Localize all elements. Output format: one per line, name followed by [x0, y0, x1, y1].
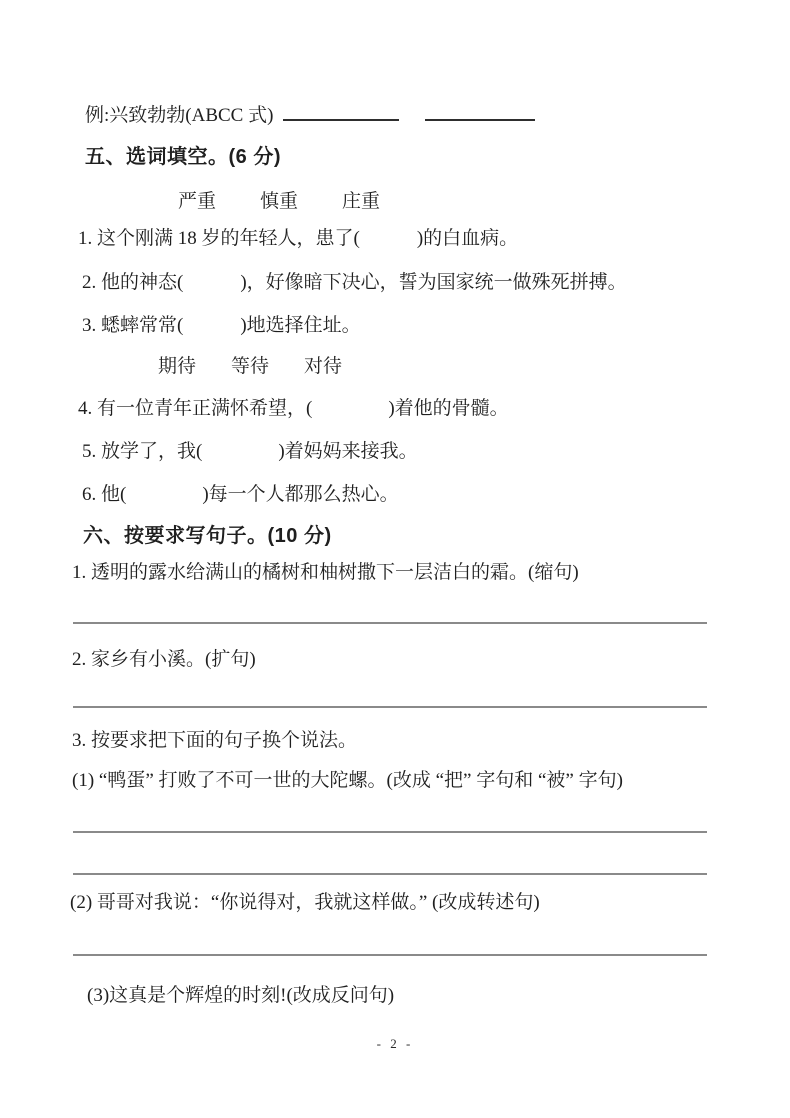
rewrite-question-1: 1. 透明的露水给满山的橘树和柚树撒下一层洁白的霜。(缩句) — [72, 562, 579, 583]
rewrite-question-3-2: (2) 哥哥对我说：“你说得对，我就这样做。” (改成转述句) — [70, 892, 540, 913]
question-item-5: 5. 放学了，我( )着妈妈来接我。 — [82, 441, 418, 462]
rewrite-question-3: 3. 按要求把下面的句子换个说法。 — [72, 730, 358, 751]
section-six-heading: 六、按要求写句子。(10 分) — [83, 525, 332, 547]
example-blank-1 — [283, 103, 399, 121]
answer-line-1 — [73, 622, 707, 624]
word-bank-2-word: 期待 — [158, 356, 197, 377]
rewrite-question-3-1: (1) “鸭蛋” 打败了不可一世的大陀螺。(改成 “把” 字句和 “被” 字句) — [72, 770, 623, 791]
question-item-4: 4. 有一位青年正满怀希望，( )着他的骨髓。 — [78, 398, 509, 419]
answer-line-4 — [73, 873, 707, 875]
rewrite-question-2: 2. 家乡有小溪。(扩句) — [72, 649, 256, 670]
question-item-1: 1. 这个刚满 18 岁的年轻人，患了( )的白血病。 — [78, 228, 519, 249]
page-number: - 2 - — [376, 1036, 414, 1051]
question-item-2: 2. 他的神态( )，好像暗下决心，誓为国家统一做殊死拼搏。 — [82, 272, 627, 293]
word-bank-2 — [158, 356, 342, 378]
word-bank-2-word: 等待 — [231, 356, 270, 377]
example-line — [85, 103, 535, 127]
example-blank-2 — [425, 103, 535, 121]
section-five-heading: 五、选词填空。(6 分) — [85, 146, 281, 168]
answer-line-3 — [73, 831, 707, 833]
word-bank-2-word: 对待 — [304, 356, 343, 377]
answer-line-2 — [73, 706, 707, 708]
word-bank-1-word: 慎重 — [260, 191, 299, 212]
example-label: 例:兴致勃勃(ABCC 式) — [85, 105, 274, 126]
rewrite-question-3-3: (3)这真是个辉煌的时刻!(改成反问句) — [87, 985, 395, 1006]
answer-line-5 — [73, 954, 707, 956]
question-item-6: 6. 他( )每一个人都那么热心。 — [82, 484, 399, 505]
word-bank-1-word: 庄重 — [342, 191, 381, 212]
word-bank-1-word: 严重 — [178, 191, 217, 212]
word-bank-1 — [178, 191, 380, 213]
question-item-3: 3. 蟋蟀常常( )地选择住址。 — [82, 315, 361, 336]
